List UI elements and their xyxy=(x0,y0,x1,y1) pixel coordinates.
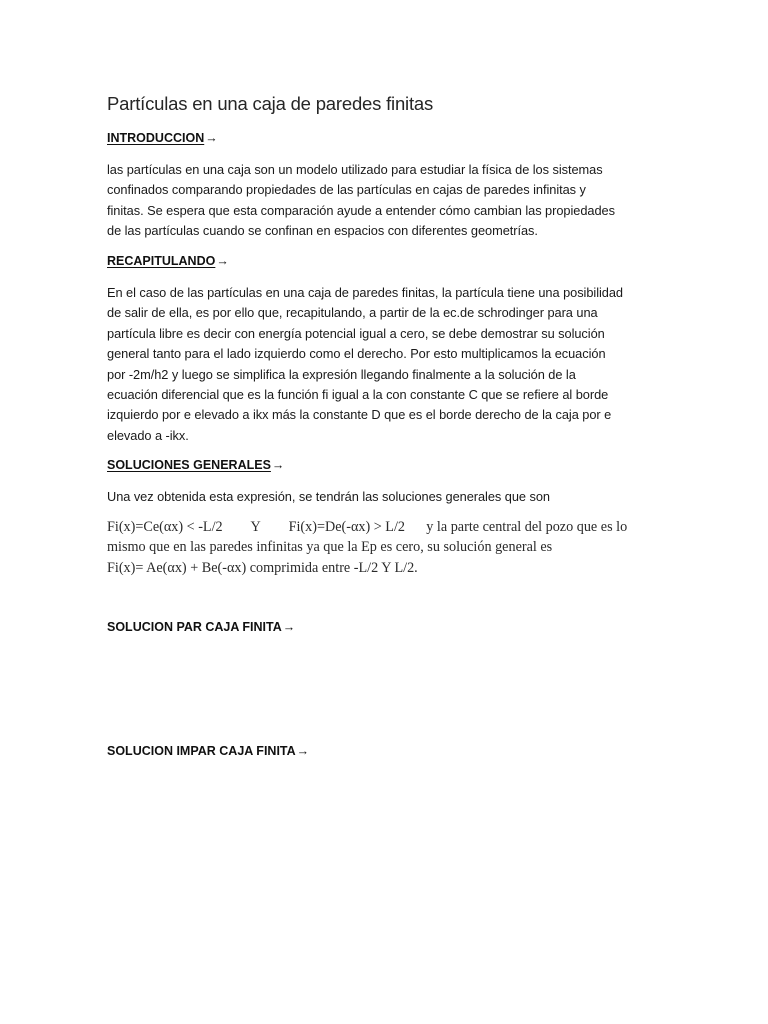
arrow-right-icon: → xyxy=(271,458,285,472)
heading-solucion-impar xyxy=(107,744,309,758)
paragraph-line: En el caso de las partículas en una caja de paredes finitas, la partícula tiene una posibilidad xyxy=(107,285,623,300)
equation-block xyxy=(107,517,627,578)
arrow-right-icon: → xyxy=(296,744,310,758)
arrow-right-icon: → xyxy=(282,620,296,634)
paragraph-line: elevado a -ikx. xyxy=(107,427,189,443)
heading-introduccion-label: INTRODUCCION xyxy=(107,131,205,145)
paragraph-line: de salir de ella, es por ello que, recapitulando, a partir de la ec.de schrodinger para una xyxy=(107,305,598,321)
paragraph-line: las partículas en una caja son un modelo utilizado para estudiar la física de los sistemas xyxy=(107,162,603,177)
heading-recapitulando-label: RECAPITULANDO xyxy=(107,254,216,268)
paragraph-introduccion xyxy=(107,160,667,242)
equation-line: mismo que en las paredes infinitas ya que la Ep es cero, su solución general es xyxy=(107,539,553,556)
paragraph-line: general tanto para el lado izquierdo como el derecho. Por esto multiplicamos la ecuación xyxy=(107,346,606,362)
paragraph-line: por -2m/h2 y luego se simplifica la expresión llegando finalmente a la solución de la xyxy=(107,366,576,382)
equation-line: Fi(x)= Ae(αx) + Be(-αx) comprimida entre -L/2 Y L/2. xyxy=(107,559,418,576)
arrow-right-icon: → xyxy=(216,254,229,268)
heading-introduccion xyxy=(107,131,218,145)
arrow-right-icon: → xyxy=(205,131,218,145)
paragraph-line: Una vez obtenida esta expresión, se tendrán las soluciones generales que son xyxy=(107,489,550,504)
equation-line: Fi(x)=Ce(αx) < -L/2 Y Fi(x)=De(-αx) > L/2 y la parte central del pozo que es lo xyxy=(107,519,628,535)
heading-solucion-par-label: SOLUCION PAR CAJA FINITA xyxy=(107,620,282,634)
heading-solucion-par xyxy=(107,620,295,634)
paragraph-line: izquierdo por e elevado a ikx más la constante D que es el borde derecho de la caja por e xyxy=(107,407,612,423)
heading-solucion-impar-label: SOLUCION IMPAR CAJA FINITA xyxy=(107,744,296,758)
paragraph-line: ecuación diferencial que es la función fi igual a la con constante C que se refiere al borde xyxy=(107,387,609,403)
paragraph-line: partícula libre es decir con energía potencial igual a cero, se debe demostrar su solución xyxy=(107,325,605,341)
paragraph-line: de las partículas cuando se confinan en espacios con diferentes geometrías. xyxy=(107,223,538,239)
paragraph-recapitulando xyxy=(107,283,667,446)
paragraph-line: finitas. Se espera que esta comparación ayude a entender cómo cambian las propiedades xyxy=(107,202,615,218)
document-title: Partículas en una caja de paredes finitas xyxy=(107,93,434,114)
paragraph-line: confinados comparando propiedades de las partículas en cajas de paredes infinitas y xyxy=(107,182,586,198)
heading-recapitulando xyxy=(107,254,229,268)
heading-soluciones-generales-label: SOLUCIONES GENERALES xyxy=(107,458,271,472)
paragraph-soluciones-intro xyxy=(107,487,667,507)
heading-soluciones-generales xyxy=(107,458,284,472)
